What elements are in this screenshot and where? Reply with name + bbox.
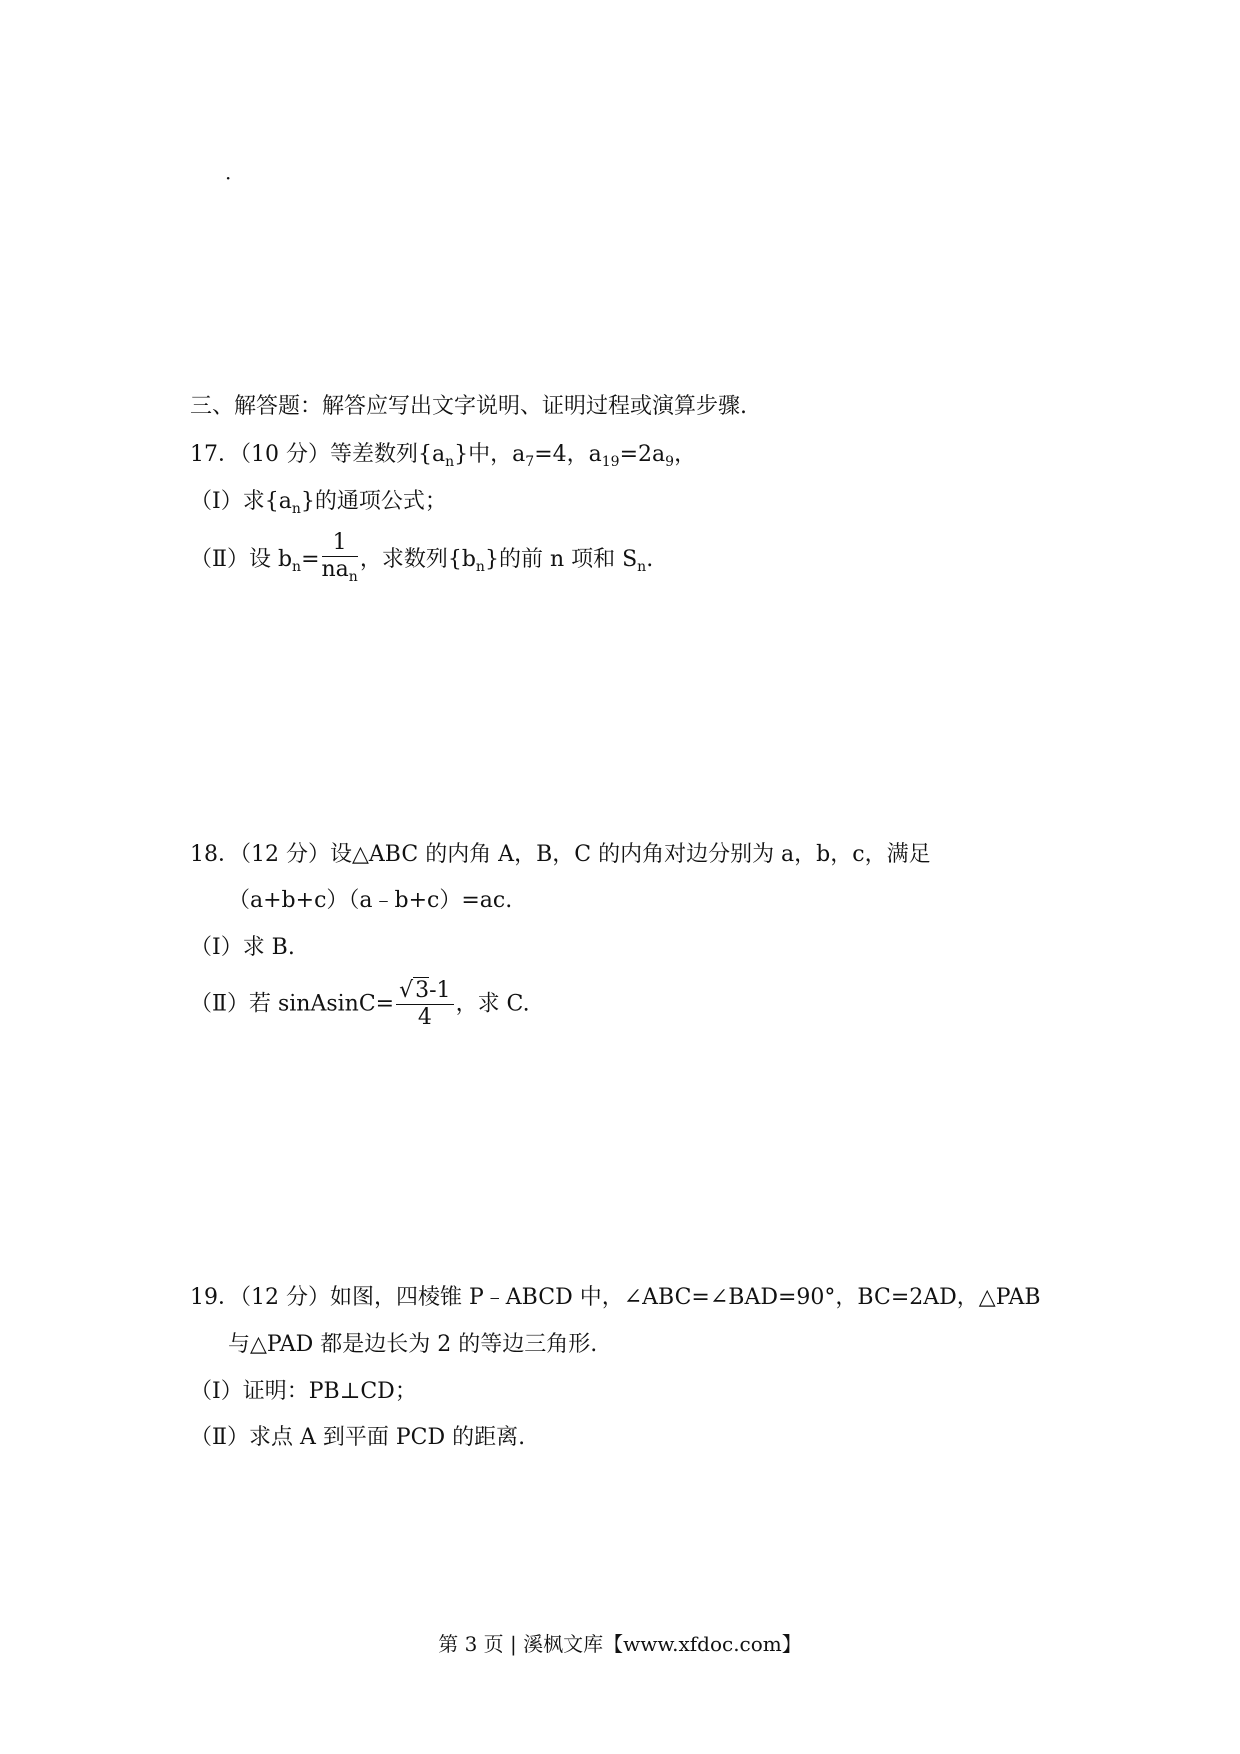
q17-part1-text: （Ⅰ）求{a — [190, 489, 292, 514]
q19-part2: （Ⅱ）求点 A 到平面 PCD 的距离. — [190, 1425, 526, 1450]
q17-stem-text: 等差数列{a — [330, 442, 446, 467]
q17-part1 — [190, 487, 447, 524]
subscript: n — [291, 501, 301, 517]
q18-stem-line2: （a+b+c）（a﹣b+c）=ac. — [228, 888, 513, 913]
fraction-sqrt3-minus-1-over-4 — [396, 978, 453, 1031]
fraction-numerator-text: -1 — [429, 978, 451, 1003]
q18-part1: （Ⅰ）求 B. — [190, 935, 295, 960]
q18-part2-text: ，求 C. — [455, 991, 530, 1017]
q17-stem-text: =4，a — [534, 442, 602, 467]
q17-stem-text: =2a — [619, 442, 666, 467]
fraction-numerator — [396, 978, 453, 1005]
fraction-denominator — [322, 557, 358, 590]
subscript: n — [348, 569, 358, 585]
q17-part2-text: （Ⅱ）设 b — [190, 547, 293, 572]
q17-score: （10 分） — [240, 442, 330, 467]
subscript: n — [292, 559, 302, 575]
q17-number: 17． — [190, 442, 240, 467]
subscript: 19 — [601, 454, 620, 470]
q18-stem-line1: 18．（12 分）设△ABC 的内角 A，B，C 的内角对边分别为 a，b，c，满足 — [190, 842, 931, 867]
q19-stem-line2: 与△PAD 都是边长为 2 的等边三角形. — [228, 1332, 598, 1357]
q19-stem-line1: 19．（12 分）如图，四棱锥 P﹣ABCD 中，∠ABC=∠BAD=90°，BC=2AD，△PAB — [190, 1285, 1041, 1310]
subscript: n — [445, 454, 455, 470]
subscript: n — [637, 559, 647, 575]
sqrt-radicand: 3 — [415, 978, 430, 1003]
q19-part1: （Ⅰ）证明：PB⊥CD； — [190, 1379, 417, 1404]
stray-dot: · — [225, 166, 232, 190]
section-heading: 三、解答题：解答应写出文字说明、证明过程或演算步骤. — [190, 394, 747, 419]
fraction-denominator-text: na — [321, 557, 349, 582]
q17-stem-text: }中，a — [454, 442, 526, 467]
fraction-denominator: 4 — [417, 1005, 432, 1030]
q17-part2-text: = — [301, 547, 320, 572]
q18-part2 — [190, 978, 530, 1031]
q17-part1-text: }的通项公式； — [300, 489, 447, 514]
q17-stem-text: ， — [674, 442, 697, 467]
fraction-1-over-nan — [322, 530, 358, 590]
q17-part2-text: ，求数列{b — [359, 547, 476, 572]
q17-part2-text: . — [646, 547, 654, 572]
q18-part2-text: （Ⅱ）若 sinAsinC= — [190, 991, 395, 1017]
fraction-numerator: 1 — [322, 530, 358, 557]
page-footer: 第 3 页 | 溪枫文库【www.xfdoc.com】 — [438, 1632, 802, 1656]
subscript: 9 — [665, 454, 675, 470]
q17-part2-text: }的前 n 项和 S — [484, 547, 638, 572]
subscript: 7 — [525, 454, 535, 470]
subscript: n — [475, 559, 485, 575]
q17-part2 — [190, 530, 653, 590]
sqrt-sign: √ — [399, 978, 414, 1003]
q17-stem — [190, 440, 696, 477]
